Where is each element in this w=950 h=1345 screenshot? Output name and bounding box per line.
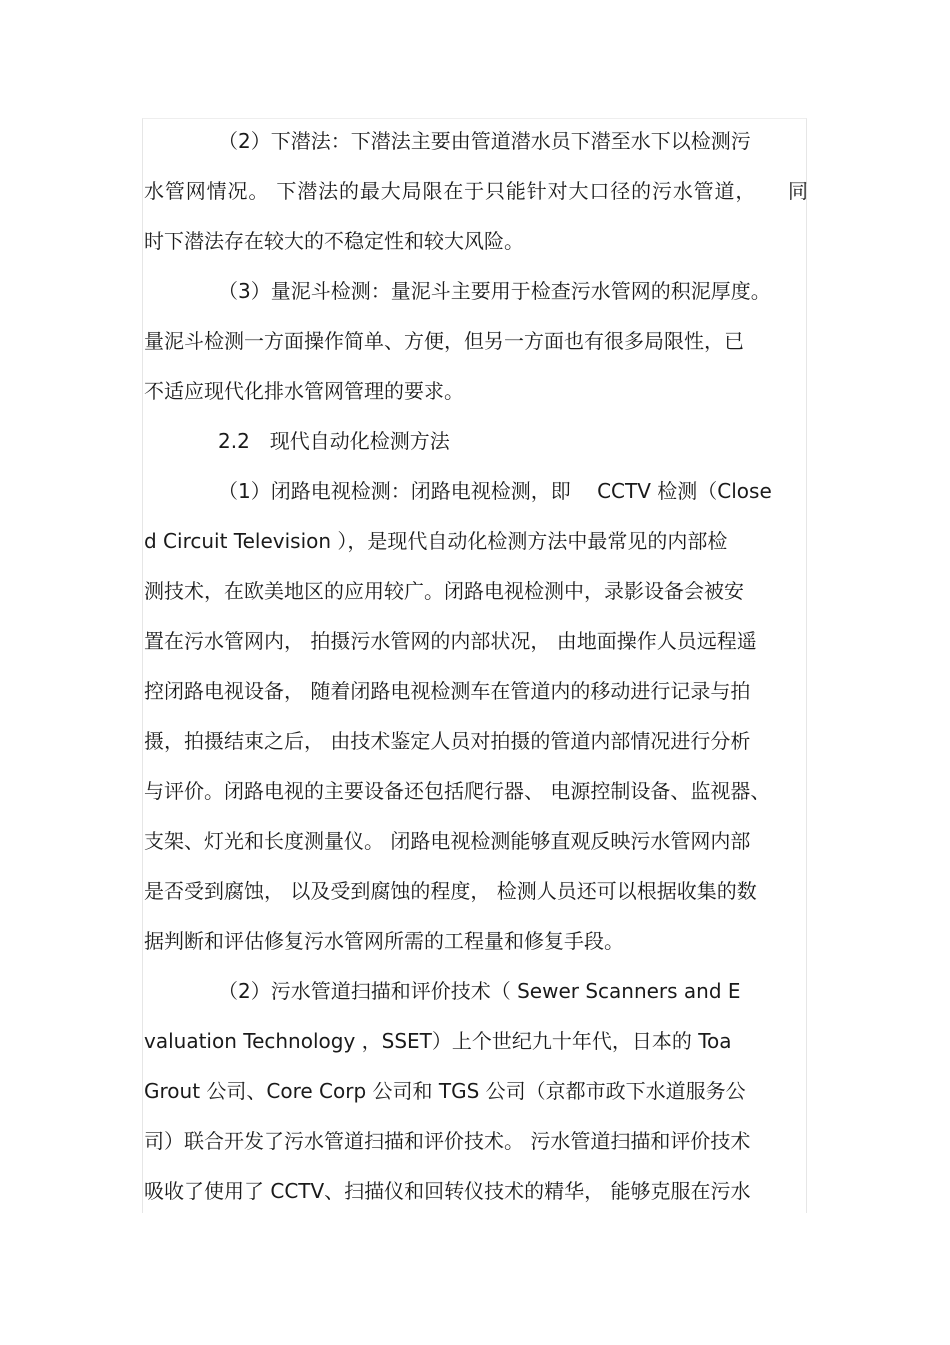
paragraph-line: valuation Technology ，SSET）上个世纪九十年代，日本的 Toa	[144, 1029, 732, 1053]
paragraph-line: 量泥斗检测一方面操作简单、方便，但另一方面也有很多局限性，已	[144, 329, 744, 353]
paragraph-line: 是否受到腐蚀， 以及受到腐蚀的程度， 检测人员还可以根据收集的数	[144, 879, 757, 903]
paragraph-line: 置在污水管网内， 拍摄污水管网的内部状况， 由地面操作人员远程遥	[144, 629, 757, 653]
paragraph-line: 不适应现代化排水管网管理的要求。	[144, 379, 464, 403]
paragraph-line: （2）污水管道扫描和评价技术（ Sewer Scanners and E	[218, 979, 741, 1003]
paragraph-line: 与评价。闭路电视的主要设备还包括爬行器、 电源控制设备、监视器、	[144, 779, 771, 803]
paragraph-line: 测技术，在欧美地区的应用较广。闭路电视检测中，录影设备会被安	[144, 579, 744, 603]
paragraph-line: 据判断和评估修复污水管网所需的工程量和修复手段。	[144, 929, 624, 953]
paragraph-line: 摄，拍摄结束之后， 由技术鉴定人员对拍摄的管道内部情况进行分析	[144, 729, 751, 753]
paragraph-line: 水管网情况。 下潜法的最大局限在于只能针对大口径的污水管道， 同	[144, 179, 808, 203]
paragraph-line: （3）量泥斗检测：量泥斗主要用于检查污水管网的积泥厚度。	[218, 279, 771, 303]
paragraph-line: （2）下潜法：下潜法主要由管道潜水员下潜至水下以检测污	[218, 129, 751, 153]
paragraph-line: 司）联合开发了污水管道扫描和评价技术。 污水管道扫描和评价技术	[144, 1129, 751, 1153]
paragraph-line: d Circuit Television ），是现代自动化检测方法中最常见的内部检	[144, 529, 728, 553]
paragraph-line: 时下潜法存在较大的不稳定性和较大风险。	[144, 229, 524, 253]
section-heading: 2.2 现代自动化检测方法	[218, 429, 450, 453]
paragraph-line: 吸收了使用了 CCTV、扫描仪和回转仪技术的精华， 能够克服在污水	[144, 1179, 751, 1203]
paragraph-line: 支架、灯光和长度测量仪。 闭路电视检测能够直观反映污水管网内部	[144, 829, 751, 853]
paragraph-line: 控闭路电视设备， 随着闭路电视检测车在管道内的移动进行记录与拍	[144, 679, 751, 703]
paragraph-line: Grout 公司、Core Corp 公司和 TGS 公司（京都市政下水道服务公	[144, 1079, 746, 1103]
paragraph-line: （1）闭路电视检测：闭路电视检测，即 CCTV 检测（Close	[218, 479, 772, 503]
